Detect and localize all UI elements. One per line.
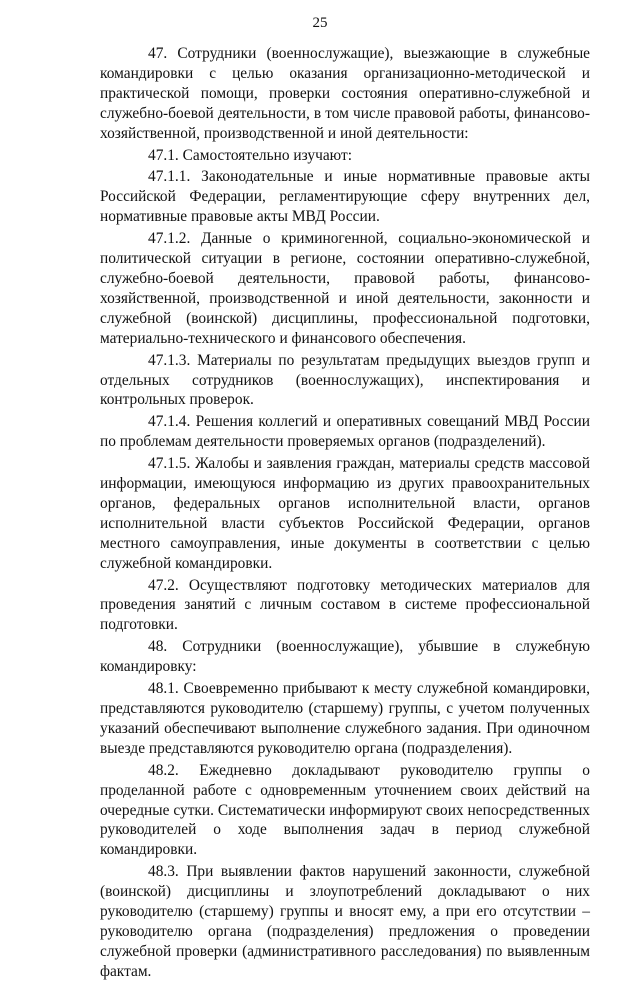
paragraph-47: 47. Сотрудники (военнослужащие), выезжающие в служебные командировки с целью оказания организационно-методической и практической помощи, проверки состояния оперативно-служебной и служебно-боевой деятельности, в том числе правовой работы, финансово-хозяйственной, производственной и иной деятельности: [100,45,590,142]
paragraph-47-1: 47.1. Самостоятельно изучают: [148,146,352,164]
paragraph-47-1-2: 47.1.2. Данные о криминогенной, социально-экономической и политической ситуации в регионе, состоянии оперативно-служебной, служебно-боевой деятельности, правовой работы, финансово-хозяйственной, производственной и иной деятельности, законности и служебной (воинской) дисциплины, профессиональной подготовки, материально-технического и финансового обеспечения. [100,230,590,347]
paragraph-48-2: 48.2. Ежедневно докладывают руководителю группы о проделанной работе с одновременным уточнением своих действий на очередные сутки. Систематически информируют своих непосредственных руководителей о ходе выполнения задач в период служебной командировки. [100,761,590,859]
paragraph-48-1: 48.1. Своевременно прибывают к месту служебной командировки, представляются руководителю (старшему) группы, с учетом полученных указаний обеспечивают выполнение служебного задания. При одиночном выезде представляются руководителю органа (подразделения). [100,680,590,757]
document-body [100,44,590,984]
paragraph-47-1-4: 47.1.4. Решения коллегий и оперативных совещаний МВД России по проблемам деятельности проверяемых органов (подразделений). [100,413,590,451]
paragraph-47-1-5: 47.1.5. Жалобы и заявления граждан, материалы средств массовой информации, имеющуюся информацию из других правоохранительных органов, федеральных органов исполнительной власти, органов исполнительной власти субъектов Российской Федерации, органов местного самоуправления, иные документы в соответствии с целью служебной командировки. [100,455,590,572]
paragraph-47-1-3: 47.1.3. Материалы по результатам предыдущих выездов групп и отдельных сотрудников (военнослужащих), инспектирования и контрольных проверок. [100,351,590,409]
paragraph-48: 48. Сотрудники (военнослужащие), убывшие в служебную командировку: [100,638,590,676]
page-number: 25 [312,15,328,31]
paragraph-47-1-1: 47.1.1. Законодательные и иные нормативные правовые акты Российской Федерации, регламентирующие сферу внутренних дел, нормативные правовые акты МВД России. [100,168,590,226]
paragraph-47-2: 47.2. Осуществляют подготовку методических материалов для проведения занятий с личным составом в системе профессиональной подготовки. [100,576,590,634]
paragraph-48-3: 48.3. При выявлении фактов нарушений законности, служебной (воинской) дисциплины и злоупотреблений докладывают о них руководителю (старшему) группы и вносят ему, а при его отсутствии – руководителю органа (подразделения) предложения о проведении служебной проверки (административного расследования) по выявленным фактам. [100,863,590,980]
